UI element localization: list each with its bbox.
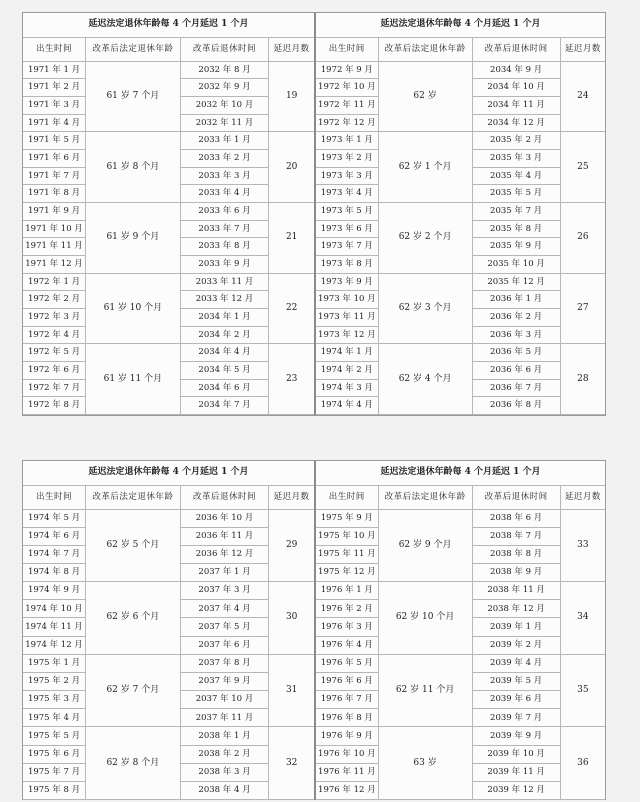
retirement-date-cell: 2034 年 12 月 — [472, 114, 560, 132]
birth-date-cell: 1976 年 7 月 — [316, 691, 378, 709]
retirement-date-cell: 2036 年 8 月 — [472, 397, 560, 415]
birth-date-cell: 1976 年 10 月 — [316, 745, 378, 763]
col-header-age: 改革后法定退休年龄 — [378, 485, 472, 509]
birth-date-cell: 1971 年 9 月 — [23, 202, 86, 220]
retirement-date-cell: 2034 年 6 月 — [180, 379, 269, 397]
birth-date-cell: 1976 年 2 月 — [316, 600, 378, 618]
retirement-date-cell: 2038 年 7 月 — [472, 527, 560, 545]
table-row — [23, 61, 314, 79]
birth-date-cell: 1971 年 2 月 — [23, 79, 86, 97]
delay-months-cell: 36 — [560, 727, 605, 800]
retirement-table-panel-2 — [22, 460, 606, 800]
retirement-date-cell: 2035 年 7 月 — [472, 202, 560, 220]
table-row — [316, 273, 605, 291]
col-header-birth: 出生时间 — [23, 37, 86, 61]
retirement-date-cell: 2036 年 7 月 — [472, 379, 560, 397]
retirement-date-cell: 2034 年 2 月 — [180, 326, 269, 344]
table-row — [316, 61, 605, 79]
retirement-date-cell: 2036 年 12 月 — [180, 545, 269, 563]
birth-date-cell: 1974 年 5 月 — [23, 509, 86, 527]
birth-date-cell: 1974 年 10 月 — [23, 600, 86, 618]
birth-date-cell: 1972 年 3 月 — [23, 308, 86, 326]
retirement-date-cell: 2036 年 11 月 — [180, 527, 269, 545]
delay-months-cell: 33 — [560, 509, 605, 582]
birth-date-cell: 1975 年 3 月 — [23, 691, 86, 709]
birth-date-cell: 1971 年 5 月 — [23, 132, 86, 150]
table-half — [23, 461, 314, 800]
retirement-date-cell: 2037 年 10 月 — [180, 691, 269, 709]
retirement-date-cell: 2034 年 5 月 — [180, 361, 269, 379]
birth-date-cell: 1973 年 8 月 — [316, 255, 378, 273]
delay-months-cell: 25 — [560, 132, 605, 203]
birth-date-cell: 1972 年 10 月 — [316, 79, 378, 97]
table-row — [23, 727, 314, 745]
retirement-date-cell: 2033 年 11 月 — [180, 273, 269, 291]
col-header-delay: 延迟月数 — [560, 485, 605, 509]
table-title: 延迟法定退休年龄每 4 个月延迟 1 个月 — [316, 13, 605, 37]
retirement-date-cell: 2033 年 2 月 — [180, 149, 269, 167]
birth-date-cell: 1971 年 12 月 — [23, 255, 86, 273]
birth-date-cell: 1972 年 8 月 — [23, 397, 86, 415]
retirement-age-cell: 61 岁 11 个月 — [86, 344, 181, 415]
delay-months-cell: 31 — [269, 654, 314, 727]
retirement-date-cell: 2035 年 10 月 — [472, 255, 560, 273]
birth-date-cell: 1975 年 9 月 — [316, 509, 378, 527]
retirement-date-cell: 2036 年 1 月 — [472, 291, 560, 309]
table-row — [23, 273, 314, 291]
retirement-date-cell: 2037 年 5 月 — [180, 618, 269, 636]
retirement-age-cell: 62 岁 4 个月 — [378, 344, 472, 415]
birth-date-cell: 1973 年 9 月 — [316, 273, 378, 291]
retirement-age-cell: 62 岁 2 个月 — [378, 202, 472, 273]
retirement-date-cell: 2032 年 10 月 — [180, 96, 269, 114]
birth-date-cell: 1972 年 4 月 — [23, 326, 86, 344]
table-title: 延迟法定退休年龄每 4 个月延迟 1 个月 — [23, 13, 314, 37]
retirement-date-cell: 2037 年 11 月 — [180, 709, 269, 727]
retirement-date-cell: 2033 年 8 月 — [180, 238, 269, 256]
retirement-age-cell: 61 岁 9 个月 — [86, 202, 181, 273]
retirement-date-cell: 2034 年 7 月 — [180, 397, 269, 415]
birth-date-cell: 1971 年 7 月 — [23, 167, 86, 185]
birth-date-cell: 1973 年 11 月 — [316, 308, 378, 326]
retirement-date-cell: 2034 年 10 月 — [472, 79, 560, 97]
table-row — [316, 727, 605, 745]
retirement-date-cell: 2039 年 4 月 — [472, 654, 560, 672]
birth-date-cell: 1972 年 11 月 — [316, 96, 378, 114]
table-row — [23, 654, 314, 672]
retirement-date-cell: 2039 年 7 月 — [472, 709, 560, 727]
delay-months-cell: 30 — [269, 582, 314, 655]
birth-date-cell: 1976 年 8 月 — [316, 709, 378, 727]
col-header-retire: 改革后退休时间 — [472, 485, 560, 509]
retirement-date-cell: 2034 年 9 月 — [472, 61, 560, 79]
retirement-date-cell: 2034 年 4 月 — [180, 344, 269, 362]
retirement-date-cell: 2035 年 5 月 — [472, 185, 560, 203]
table-half — [23, 13, 314, 415]
birth-date-cell: 1973 年 1 月 — [316, 132, 378, 150]
col-header-age: 改革后法定退休年龄 — [86, 485, 181, 509]
table-row — [316, 344, 605, 362]
retirement-date-cell: 2039 年 10 月 — [472, 745, 560, 763]
retirement-date-cell: 2038 年 4 月 — [180, 781, 269, 799]
table-row — [23, 344, 314, 362]
retirement-date-cell: 2037 年 6 月 — [180, 636, 269, 654]
delay-months-cell: 32 — [269, 727, 314, 800]
retirement-date-cell: 2039 年 9 月 — [472, 727, 560, 745]
retirement-age-cell: 61 岁 7 个月 — [86, 61, 181, 132]
birth-date-cell: 1975 年 6 月 — [23, 745, 86, 763]
retirement-date-cell: 2038 年 12 月 — [472, 600, 560, 618]
birth-date-cell: 1974 年 2 月 — [316, 361, 378, 379]
birth-date-cell: 1976 年 3 月 — [316, 618, 378, 636]
col-header-delay: 延迟月数 — [269, 37, 314, 61]
retirement-date-cell: 2035 年 12 月 — [472, 273, 560, 291]
birth-date-cell: 1976 年 12 月 — [316, 781, 378, 799]
birth-date-cell: 1971 年 1 月 — [23, 61, 86, 79]
retirement-date-cell: 2032 年 11 月 — [180, 114, 269, 132]
table-row — [316, 132, 605, 150]
retirement-date-cell: 2032 年 9 月 — [180, 79, 269, 97]
retirement-date-cell: 2038 年 1 月 — [180, 727, 269, 745]
retirement-date-cell: 2033 年 7 月 — [180, 220, 269, 238]
retirement-age-cell: 62 岁 11 个月 — [378, 654, 472, 727]
birth-date-cell: 1975 年 10 月 — [316, 527, 378, 545]
delay-months-cell: 23 — [269, 344, 314, 415]
table-row — [316, 654, 605, 672]
retirement-date-cell: 2034 年 1 月 — [180, 308, 269, 326]
birth-date-cell: 1971 年 10 月 — [23, 220, 86, 238]
retirement-date-cell: 2036 年 6 月 — [472, 361, 560, 379]
retirement-age-cell: 62 岁 — [378, 61, 472, 132]
col-header-delay: 延迟月数 — [269, 485, 314, 509]
birth-date-cell: 1975 年 11 月 — [316, 545, 378, 563]
retirement-date-cell: 2038 年 2 月 — [180, 745, 269, 763]
birth-date-cell: 1975 年 8 月 — [23, 781, 86, 799]
retirement-date-cell: 2038 年 6 月 — [472, 509, 560, 527]
retirement-date-cell: 2033 年 1 月 — [180, 132, 269, 150]
birth-date-cell: 1974 年 4 月 — [316, 397, 378, 415]
birth-date-cell: 1973 年 3 月 — [316, 167, 378, 185]
birth-date-cell: 1971 年 4 月 — [23, 114, 86, 132]
table-title: 延迟法定退休年龄每 4 个月延迟 1 个月 — [23, 461, 314, 485]
retirement-date-cell: 2039 年 1 月 — [472, 618, 560, 636]
table-half — [314, 13, 605, 415]
retirement-age-cell: 62 岁 3 个月 — [378, 273, 472, 344]
birth-date-cell: 1972 年 12 月 — [316, 114, 378, 132]
retirement-schedule-table — [23, 461, 314, 800]
birth-date-cell: 1973 年 10 月 — [316, 291, 378, 309]
retirement-date-cell: 2038 年 11 月 — [472, 582, 560, 600]
retirement-schedule-table — [316, 461, 605, 800]
birth-date-cell: 1976 年 6 月 — [316, 672, 378, 690]
birth-date-cell: 1973 年 2 月 — [316, 149, 378, 167]
delay-months-cell: 19 — [269, 61, 314, 132]
birth-date-cell: 1975 年 4 月 — [23, 709, 86, 727]
retirement-age-cell: 61 岁 10 个月 — [86, 273, 181, 344]
retirement-date-cell: 2036 年 3 月 — [472, 326, 560, 344]
delay-months-cell: 24 — [560, 61, 605, 132]
birth-date-cell: 1976 年 9 月 — [316, 727, 378, 745]
birth-date-cell: 1975 年 12 月 — [316, 563, 378, 581]
delay-months-cell: 22 — [269, 273, 314, 344]
retirement-age-cell: 62 岁 6 个月 — [86, 582, 181, 655]
retirement-date-cell: 2039 年 6 月 — [472, 691, 560, 709]
retirement-date-cell: 2039 年 2 月 — [472, 636, 560, 654]
birth-date-cell: 1975 年 2 月 — [23, 672, 86, 690]
col-header-birth: 出生时间 — [316, 485, 378, 509]
table-row — [316, 582, 605, 600]
birth-date-cell: 1974 年 3 月 — [316, 379, 378, 397]
table-row — [316, 509, 605, 527]
birth-date-cell: 1975 年 7 月 — [23, 763, 86, 781]
retirement-date-cell: 2039 年 5 月 — [472, 672, 560, 690]
retirement-date-cell: 2037 年 1 月 — [180, 563, 269, 581]
retirement-date-cell: 2038 年 8 月 — [472, 545, 560, 563]
birth-date-cell: 1973 年 4 月 — [316, 185, 378, 203]
birth-date-cell: 1972 年 5 月 — [23, 344, 86, 362]
birth-date-cell: 1973 年 5 月 — [316, 202, 378, 220]
delay-months-cell: 29 — [269, 509, 314, 582]
retirement-date-cell: 2037 年 4 月 — [180, 600, 269, 618]
retirement-age-cell: 63 岁 — [378, 727, 472, 800]
birth-date-cell: 1974 年 9 月 — [23, 582, 86, 600]
birth-date-cell: 1972 年 9 月 — [316, 61, 378, 79]
table-row — [23, 202, 314, 220]
birth-date-cell: 1973 年 12 月 — [316, 326, 378, 344]
birth-date-cell: 1976 年 4 月 — [316, 636, 378, 654]
birth-date-cell: 1972 年 2 月 — [23, 291, 86, 309]
retirement-date-cell: 2035 年 4 月 — [472, 167, 560, 185]
table-row — [316, 202, 605, 220]
retirement-date-cell: 2038 年 3 月 — [180, 763, 269, 781]
col-header-retire: 改革后退休时间 — [472, 37, 560, 61]
birth-date-cell: 1971 年 8 月 — [23, 185, 86, 203]
table-row — [23, 509, 314, 527]
retirement-date-cell: 2036 年 10 月 — [180, 509, 269, 527]
retirement-age-cell: 62 岁 1 个月 — [378, 132, 472, 203]
birth-date-cell: 1974 年 6 月 — [23, 527, 86, 545]
retirement-date-cell: 2033 年 6 月 — [180, 202, 269, 220]
retirement-date-cell: 2033 年 12 月 — [180, 291, 269, 309]
col-header-birth: 出生时间 — [316, 37, 378, 61]
birth-date-cell: 1972 年 7 月 — [23, 379, 86, 397]
col-header-age: 改革后法定退休年龄 — [86, 37, 181, 61]
birth-date-cell: 1975 年 1 月 — [23, 654, 86, 672]
table-half — [314, 461, 605, 800]
birth-date-cell: 1972 年 6 月 — [23, 361, 86, 379]
retirement-age-cell: 62 岁 8 个月 — [86, 727, 181, 800]
birth-date-cell: 1974 年 12 月 — [23, 636, 86, 654]
birth-date-cell: 1975 年 5 月 — [23, 727, 86, 745]
retirement-date-cell: 2034 年 11 月 — [472, 96, 560, 114]
birth-date-cell: 1976 年 11 月 — [316, 763, 378, 781]
birth-date-cell: 1973 年 7 月 — [316, 238, 378, 256]
retirement-date-cell: 2033 年 3 月 — [180, 167, 269, 185]
delay-months-cell: 21 — [269, 202, 314, 273]
delay-months-cell: 35 — [560, 654, 605, 727]
retirement-date-cell: 2039 年 11 月 — [472, 763, 560, 781]
col-header-birth: 出生时间 — [23, 485, 86, 509]
col-header-age: 改革后法定退休年龄 — [378, 37, 472, 61]
retirement-age-cell: 62 岁 7 个月 — [86, 654, 181, 727]
retirement-date-cell: 2033 年 9 月 — [180, 255, 269, 273]
table-row — [23, 582, 314, 600]
retirement-date-cell: 2037 年 3 月 — [180, 582, 269, 600]
retirement-age-cell: 61 岁 8 个月 — [86, 132, 181, 203]
birth-date-cell: 1973 年 6 月 — [316, 220, 378, 238]
delay-months-cell: 26 — [560, 202, 605, 273]
retirement-schedule-table — [23, 13, 314, 415]
retirement-date-cell: 2039 年 12 月 — [472, 781, 560, 799]
retirement-age-cell: 62 岁 9 个月 — [378, 509, 472, 582]
birth-date-cell: 1974 年 11 月 — [23, 618, 86, 636]
retirement-date-cell: 2037 年 9 月 — [180, 672, 269, 690]
birth-date-cell: 1974 年 8 月 — [23, 563, 86, 581]
retirement-date-cell: 2036 年 2 月 — [472, 308, 560, 326]
retirement-date-cell: 2036 年 5 月 — [472, 344, 560, 362]
col-header-retire: 改革后退休时间 — [180, 37, 269, 61]
birth-date-cell: 1972 年 1 月 — [23, 273, 86, 291]
birth-date-cell: 1974 年 7 月 — [23, 545, 86, 563]
retirement-date-cell: 2035 年 9 月 — [472, 238, 560, 256]
birth-date-cell: 1971 年 11 月 — [23, 238, 86, 256]
delay-months-cell: 28 — [560, 344, 605, 415]
birth-date-cell: 1971 年 6 月 — [23, 149, 86, 167]
retirement-date-cell: 2035 年 3 月 — [472, 149, 560, 167]
retirement-schedule-table — [316, 13, 605, 415]
col-header-delay: 延迟月数 — [560, 37, 605, 61]
retirement-date-cell: 2037 年 8 月 — [180, 654, 269, 672]
delay-months-cell: 34 — [560, 582, 605, 655]
delay-months-cell: 27 — [560, 273, 605, 344]
retirement-date-cell: 2033 年 4 月 — [180, 185, 269, 203]
retirement-date-cell: 2038 年 9 月 — [472, 563, 560, 581]
birth-date-cell: 1974 年 1 月 — [316, 344, 378, 362]
table-row — [23, 132, 314, 150]
delay-months-cell: 20 — [269, 132, 314, 203]
retirement-date-cell: 2032 年 8 月 — [180, 61, 269, 79]
birth-date-cell: 1976 年 5 月 — [316, 654, 378, 672]
retirement-date-cell: 2035 年 2 月 — [472, 132, 560, 150]
retirement-table-panel-1 — [22, 12, 606, 416]
col-header-retire: 改革后退休时间 — [180, 485, 269, 509]
retirement-age-cell: 62 岁 5 个月 — [86, 509, 181, 582]
birth-date-cell: 1971 年 3 月 — [23, 96, 86, 114]
retirement-date-cell: 2035 年 8 月 — [472, 220, 560, 238]
birth-date-cell: 1976 年 1 月 — [316, 582, 378, 600]
retirement-age-cell: 62 岁 10 个月 — [378, 582, 472, 655]
table-title: 延迟法定退休年龄每 4 个月延迟 1 个月 — [316, 461, 605, 485]
